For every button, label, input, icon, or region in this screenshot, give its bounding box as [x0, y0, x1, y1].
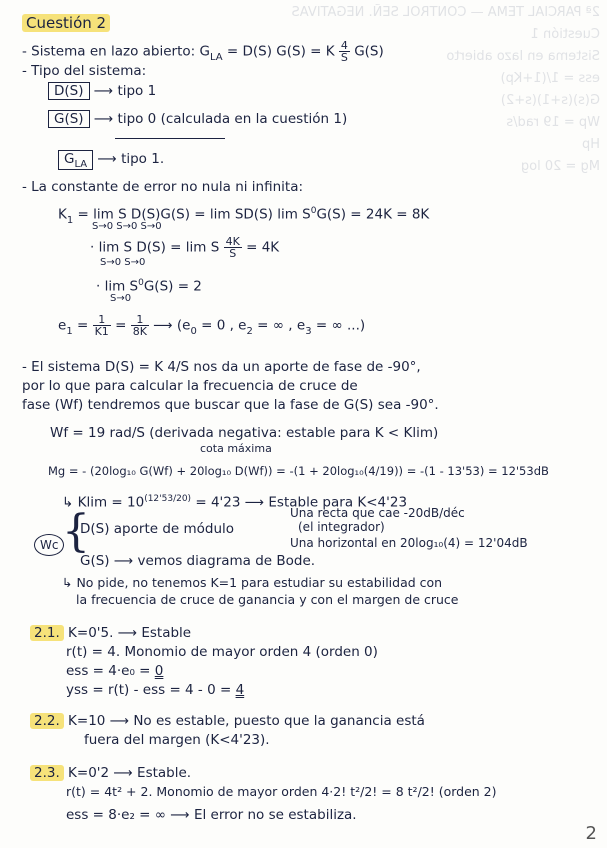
wc-brace: { — [62, 506, 90, 557]
wc-ds-option-2: Una horizontal en 20log₁₀(4) = 12'04dB — [290, 536, 528, 550]
lim-ds-equation: · lim S D(S) = lim S $\frac{4K}{S}$ = 4K — [90, 235, 280, 260]
wc-ds-line: D(S) aporte de módulo — [80, 521, 235, 537]
section-2-1: 2.1. K=0'5. ⟶ Estable — [30, 624, 191, 642]
open-loop-line: - Sistema en lazo abierto: $G_{LA} = D(S) G(S) = K$ $\frac{4}{S}$ G(S) — [22, 39, 384, 64]
error-constant-heading: - La constante de error no nula ni infinita: — [22, 179, 304, 195]
bleed-line: Hp — [581, 137, 600, 152]
bleed-line: Mg = 20 log — [520, 159, 600, 174]
section-2-2: 2.2. K=10 ⟶ No es estable, puesto que la ganancia está — [30, 712, 425, 730]
bleed-line: 2ª PARCIAL TEMA — CONTROL SEÑ. NEGATIVAS — [291, 5, 600, 20]
wc-ds-option-1-note: (el integrador) — [298, 520, 385, 534]
phase-paragraph-1: - El sistema D(S) = K 4/S nos da un aporte de fase de -90°, — [22, 359, 421, 375]
bleed-line: Wp = 19 rad/s — [506, 115, 600, 130]
wc-label: Wc — [34, 534, 64, 556]
section-2-3-ess: ess = 8·e₂ = ∞ ⟶ El error no se estabiliza. — [66, 807, 357, 823]
k1-limits: S→0 S→0 S→0 — [92, 221, 162, 232]
wf-line: Wf = 19 rad/S (derivada negativa: estable para K < Klim) — [50, 425, 439, 441]
system-type-heading: - Tipo del sistema: — [22, 63, 147, 79]
phase-paragraph-2: por lo que para calcular la frecuencia de cruce de — [22, 378, 358, 394]
k1-equation: $K_1 = \lim S$ D(S)G(S) = lim SD(S) $\lim S^0G(S) = 24K = 8K$ — [58, 206, 430, 226]
type-gs-line: G(S) ⟶ tipo 0 (calculada en la cuestión 1) — [48, 110, 347, 128]
wc-gs-line: G(S) ⟶ vemos diagrama de Bode. — [80, 553, 316, 569]
gain-margin-equation: Mg = - (20log₁₀ G(Wf) + 20log₁₀ D(Wf)) = -(1 + 20log₁₀(4/19)) = -(1 - 13'53) = 12'53dB — [48, 464, 549, 478]
wc-note-1: ↳ No pide, no tenemos K=1 para estudiar su estabilidad con — [62, 575, 443, 590]
wf-note: cota máxima — [200, 442, 272, 455]
klim-equation: ↳ $Klim = 10^{(12'53/20)} = 4'23$ ⟶ Estable para K<4'23 — [62, 494, 408, 511]
section-title: Cuestión 2 — [22, 14, 110, 32]
bleed-line: G(s)(s+1)(s+2) — [500, 93, 600, 108]
divider-line — [115, 138, 225, 139]
section-2-1-yss: yss = r(t) - ess = 4 - 0 = 4 — [66, 682, 245, 698]
page-number: 2 — [585, 823, 597, 844]
type-ds-line: D(S) ⟶ tipo 1 — [48, 82, 156, 100]
type-gla-line: $G_{LA}$ ⟶ tipo 1. — [58, 150, 164, 170]
bleed-line: ess = 1/(1+Kp) — [500, 71, 600, 86]
section-2-1-ess: ess = 4·e₀ = 0 — [66, 663, 164, 679]
lim-gs-equation: · $\lim S^0G(S) = 2$ — [96, 278, 202, 295]
section-2-2-note: fuera del margen (K<4'23). — [84, 732, 270, 748]
wc-ds-option-1: Una recta que cae -20dB/déc — [290, 506, 465, 520]
section-2-3: 2.3. K=0'2 ⟶ Estable. — [30, 764, 191, 782]
bleed-line: Cuestión 1 — [530, 27, 600, 42]
bleed-line: Sistema en lazo abierto — [446, 49, 600, 64]
e1-equation: $e_1$ = $\frac{1}{K1}$ = $\frac{1}{8K}$ ⟶ ($e_0 = 0$ , $e_2$ = ∞ , $e_3$ = ∞ ...) — [58, 313, 366, 338]
wc-note-2: la frecuencia de cruce de ganancia y con el margen de cruce — [76, 592, 459, 607]
lim-ds-limits: S→0 S→0 — [100, 257, 146, 268]
section-2-1-input: r(t) = 4. Monomio de mayor orden 4 (orden 0) — [66, 644, 378, 660]
section-2-3-input: r(t) = 4t² + 2. Monomio de mayor orden 4·2! t²/2! = 8 t²/2! (orden 2) — [66, 784, 497, 799]
bleed-through-text — [250, 2, 600, 178]
lim-gs-limits: S→0 — [110, 293, 132, 304]
phase-paragraph-3: fase (Wf) tendremos que buscar que la fase de G(S) sea -90°. — [22, 397, 439, 413]
